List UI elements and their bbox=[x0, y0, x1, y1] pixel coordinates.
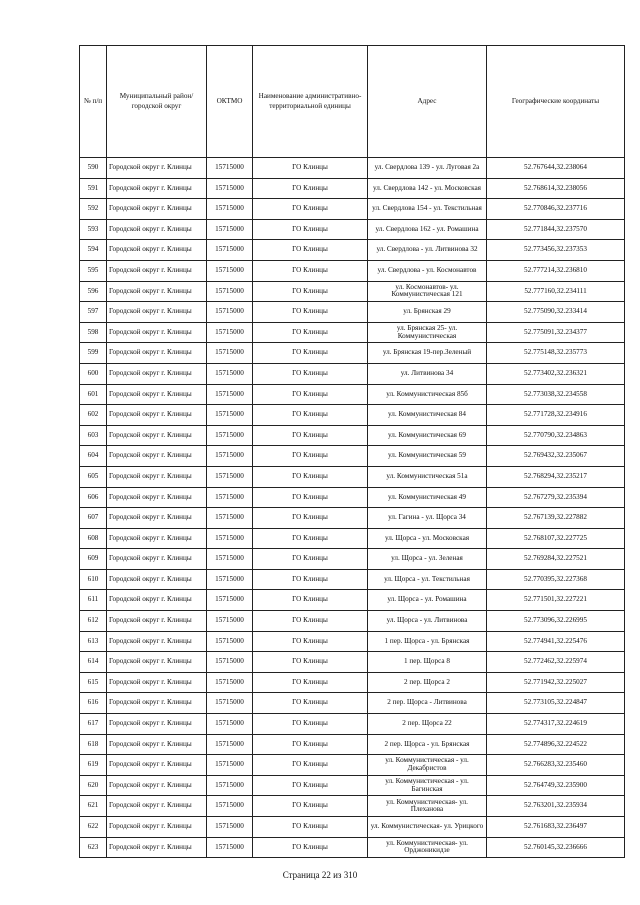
municipality-cell: Городской округ г. Клинцы bbox=[107, 281, 207, 302]
row-number: 619 bbox=[80, 755, 107, 776]
address-cell: ул. Коммунистическая - ул. Багинская bbox=[368, 775, 487, 796]
municipality-cell: Городской округ г. Клинцы bbox=[107, 178, 207, 199]
row-number: 622 bbox=[80, 817, 107, 838]
admin-unit-cell: ГО Клинцы bbox=[253, 569, 368, 590]
row-number: 590 bbox=[80, 158, 107, 179]
address-cell: ул. Коммунистическая- ул. Урицкого bbox=[368, 817, 487, 838]
table-row bbox=[80, 652, 625, 673]
row-number: 613 bbox=[80, 631, 107, 652]
address-cell: ул. Коммунистическая 51а bbox=[368, 466, 487, 487]
municipality-cell: Городской округ г. Клинцы bbox=[107, 487, 207, 508]
coordinates-cell: 52.773038,32.234558 bbox=[487, 384, 625, 405]
row-number: 615 bbox=[80, 672, 107, 693]
oktmo-cell: 15715000 bbox=[207, 837, 253, 858]
row-number: 596 bbox=[80, 281, 107, 302]
municipality-cell: Городской округ г. Клинцы bbox=[107, 240, 207, 261]
oktmo-cell: 15715000 bbox=[207, 755, 253, 776]
municipality-cell: Городской округ г. Клинцы bbox=[107, 837, 207, 858]
coordinates-cell: 52.768614,32.238056 bbox=[487, 178, 625, 199]
oktmo-cell: 15715000 bbox=[207, 549, 253, 570]
row-number: 602 bbox=[80, 405, 107, 426]
municipality-cell: Городской округ г. Клинцы bbox=[107, 466, 207, 487]
table-row bbox=[80, 158, 625, 179]
row-number: 620 bbox=[80, 775, 107, 796]
admin-unit-cell: ГО Клинцы bbox=[253, 158, 368, 179]
admin-unit-cell: ГО Клинцы bbox=[253, 302, 368, 323]
address-cell: ул. Свердлова - ул. Космонавтов bbox=[368, 260, 487, 281]
coordinates-cell: 52.767139,32.227882 bbox=[487, 508, 625, 529]
admin-unit-cell: ГО Клинцы bbox=[253, 466, 368, 487]
admin-unit-cell: ГО Клинцы bbox=[253, 487, 368, 508]
address-cell: ул. Свердлова 142 - ул. Московская bbox=[368, 178, 487, 199]
coordinates-cell: 52.768107,32.227725 bbox=[487, 528, 625, 549]
admin-unit-cell: ГО Клинцы bbox=[253, 508, 368, 529]
table-row bbox=[80, 240, 625, 261]
header-num: № п/п bbox=[80, 46, 107, 158]
row-number: 609 bbox=[80, 549, 107, 570]
address-cell: ул. Щорса - ул. Ромашина bbox=[368, 590, 487, 611]
row-number: 592 bbox=[80, 199, 107, 220]
oktmo-cell: 15715000 bbox=[207, 363, 253, 384]
row-number: 621 bbox=[80, 796, 107, 817]
municipality-cell: Городской округ г. Клинцы bbox=[107, 590, 207, 611]
row-number: 597 bbox=[80, 302, 107, 323]
table-row bbox=[80, 405, 625, 426]
address-cell: 1 пер. Щорса 8 bbox=[368, 652, 487, 673]
address-cell: 2 пер. Щорса 2 bbox=[368, 672, 487, 693]
coordinates-cell: 52.771844,32.237570 bbox=[487, 219, 625, 240]
oktmo-cell: 15715000 bbox=[207, 734, 253, 755]
coordinates-cell: 52.773456,32.237353 bbox=[487, 240, 625, 261]
oktmo-cell: 15715000 bbox=[207, 281, 253, 302]
row-number: 601 bbox=[80, 384, 107, 405]
oktmo-cell: 15715000 bbox=[207, 343, 253, 364]
coordinates-cell: 52.771728,32.234916 bbox=[487, 405, 625, 426]
row-number: 598 bbox=[80, 322, 107, 343]
coordinates-table bbox=[79, 45, 625, 858]
table-row bbox=[80, 755, 625, 776]
table-row bbox=[80, 672, 625, 693]
municipality-cell: Городской округ г. Клинцы bbox=[107, 611, 207, 632]
admin-unit-cell: ГО Клинцы bbox=[253, 549, 368, 570]
admin-unit-cell: ГО Клинцы bbox=[253, 611, 368, 632]
header-oktmo: ОКТМО bbox=[207, 46, 253, 158]
coordinates-cell: 52.769432,32.235067 bbox=[487, 446, 625, 467]
row-number: 605 bbox=[80, 466, 107, 487]
address-cell: ул. Коммунистическая 84 bbox=[368, 405, 487, 426]
oktmo-cell: 15715000 bbox=[207, 796, 253, 817]
address-cell: ул. Щорса - ул. Литвинова bbox=[368, 611, 487, 632]
coordinates-cell: 52.775090,32.233414 bbox=[487, 302, 625, 323]
coordinates-cell: 52.771942,32.225027 bbox=[487, 672, 625, 693]
coordinates-cell: 52.768294,32.235217 bbox=[487, 466, 625, 487]
admin-unit-cell: ГО Клинцы bbox=[253, 384, 368, 405]
table-row bbox=[80, 281, 625, 302]
oktmo-cell: 15715000 bbox=[207, 158, 253, 179]
address-cell: ул. Свердлова 154 - ул. Текстильная bbox=[368, 199, 487, 220]
table-row bbox=[80, 425, 625, 446]
municipality-cell: Городской округ г. Клинцы bbox=[107, 796, 207, 817]
admin-unit-cell: ГО Клинцы bbox=[253, 281, 368, 302]
row-number: 617 bbox=[80, 714, 107, 735]
municipality-cell: Городской округ г. Клинцы bbox=[107, 508, 207, 529]
table-row bbox=[80, 528, 625, 549]
row-number: 612 bbox=[80, 611, 107, 632]
coordinates-cell: 52.777160,32.234111 bbox=[487, 281, 625, 302]
coordinates-cell: 52.764749,32.235900 bbox=[487, 775, 625, 796]
row-number: 618 bbox=[80, 734, 107, 755]
municipality-cell: Городской округ г. Клинцы bbox=[107, 260, 207, 281]
row-number: 616 bbox=[80, 693, 107, 714]
coordinates-cell: 52.774896,32.224522 bbox=[487, 734, 625, 755]
address-cell: ул. Гагина - ул. Щорса 34 bbox=[368, 508, 487, 529]
municipality-cell: Городской округ г. Клинцы bbox=[107, 405, 207, 426]
oktmo-cell: 15715000 bbox=[207, 425, 253, 446]
admin-unit-cell: ГО Клинцы bbox=[253, 322, 368, 343]
table-row bbox=[80, 590, 625, 611]
admin-unit-cell: ГО Клинцы bbox=[253, 178, 368, 199]
coordinates-cell: 52.770790,32.234863 bbox=[487, 425, 625, 446]
table-row bbox=[80, 611, 625, 632]
table-row bbox=[80, 796, 625, 817]
municipality-cell: Городской округ г. Клинцы bbox=[107, 817, 207, 838]
municipality-cell: Городской округ г. Клинцы bbox=[107, 693, 207, 714]
oktmo-cell: 15715000 bbox=[207, 405, 253, 426]
row-number: 604 bbox=[80, 446, 107, 467]
admin-unit-cell: ГО Клинцы bbox=[253, 405, 368, 426]
row-number: 593 bbox=[80, 219, 107, 240]
municipality-cell: Городской округ г. Клинцы bbox=[107, 734, 207, 755]
coordinates-cell: 52.770846,32.237716 bbox=[487, 199, 625, 220]
address-cell: 2 пер. Щорса - Литвинова bbox=[368, 693, 487, 714]
oktmo-cell: 15715000 bbox=[207, 652, 253, 673]
row-number: 606 bbox=[80, 487, 107, 508]
oktmo-cell: 15715000 bbox=[207, 611, 253, 632]
address-cell: 1 пер. Щорса - ул. Брянская bbox=[368, 631, 487, 652]
table-row bbox=[80, 466, 625, 487]
row-number: 614 bbox=[80, 652, 107, 673]
table-row bbox=[80, 487, 625, 508]
table-row bbox=[80, 569, 625, 590]
coordinates-cell: 52.769284,32.227521 bbox=[487, 549, 625, 570]
municipality-cell: Городской округ г. Клинцы bbox=[107, 549, 207, 570]
table-row bbox=[80, 693, 625, 714]
address-cell: ул. Коммунистическая 69 bbox=[368, 425, 487, 446]
row-number: 623 bbox=[80, 837, 107, 858]
admin-unit-cell: ГО Клинцы bbox=[253, 219, 368, 240]
row-number: 608 bbox=[80, 528, 107, 549]
row-number: 610 bbox=[80, 569, 107, 590]
oktmo-cell: 15715000 bbox=[207, 714, 253, 735]
table-row bbox=[80, 343, 625, 364]
address-cell: ул. Щорса - ул. Текстильная bbox=[368, 569, 487, 590]
table-row bbox=[80, 199, 625, 220]
municipality-cell: Городской округ г. Клинцы bbox=[107, 322, 207, 343]
coordinates-cell: 52.775091,32.234377 bbox=[487, 322, 625, 343]
coordinates-cell: 52.766283,32.235460 bbox=[487, 755, 625, 776]
header-municipality: Муниципальный район/городской округ bbox=[107, 46, 207, 158]
address-cell: ул. Свердлова 139 - ул. Луговая 2а bbox=[368, 158, 487, 179]
row-number: 594 bbox=[80, 240, 107, 261]
oktmo-cell: 15715000 bbox=[207, 817, 253, 838]
address-cell: ул. Космонавтов- ул. Коммунистическая 121 bbox=[368, 281, 487, 302]
row-number: 611 bbox=[80, 590, 107, 611]
coordinates-cell: 52.763201,32.235934 bbox=[487, 796, 625, 817]
admin-unit-cell: ГО Клинцы bbox=[253, 528, 368, 549]
oktmo-cell: 15715000 bbox=[207, 219, 253, 240]
oktmo-cell: 15715000 bbox=[207, 260, 253, 281]
admin-unit-cell: ГО Клинцы bbox=[253, 693, 368, 714]
table-row bbox=[80, 446, 625, 467]
admin-unit-cell: ГО Клинцы bbox=[253, 837, 368, 858]
municipality-cell: Городской округ г. Клинцы bbox=[107, 672, 207, 693]
admin-unit-cell: ГО Клинцы bbox=[253, 775, 368, 796]
address-cell: ул. Коммунистическая- ул. Плеханова bbox=[368, 796, 487, 817]
oktmo-cell: 15715000 bbox=[207, 322, 253, 343]
municipality-cell: Городской округ г. Клинцы bbox=[107, 528, 207, 549]
table-row bbox=[80, 322, 625, 343]
coordinates-cell: 52.770395,32.227368 bbox=[487, 569, 625, 590]
admin-unit-cell: ГО Клинцы bbox=[253, 343, 368, 364]
municipality-cell: Городской округ г. Клинцы bbox=[107, 219, 207, 240]
address-cell: ул. Щорса - ул. Зеленая bbox=[368, 549, 487, 570]
municipality-cell: Городской округ г. Клинцы bbox=[107, 652, 207, 673]
table-row bbox=[80, 178, 625, 199]
header-admin-unit: Наименование административно-территориальной единицы bbox=[253, 46, 368, 158]
coordinates-cell: 52.772462,32.225974 bbox=[487, 652, 625, 673]
municipality-cell: Городской округ г. Клинцы bbox=[107, 755, 207, 776]
coordinates-cell: 52.767279,32.235394 bbox=[487, 487, 625, 508]
table-row bbox=[80, 363, 625, 384]
address-cell: 2 пер. Щорса - ул. Брянская bbox=[368, 734, 487, 755]
table-row bbox=[80, 714, 625, 735]
table-row bbox=[80, 817, 625, 838]
table-row bbox=[80, 219, 625, 240]
table-row bbox=[80, 302, 625, 323]
oktmo-cell: 15715000 bbox=[207, 178, 253, 199]
admin-unit-cell: ГО Клинцы bbox=[253, 796, 368, 817]
oktmo-cell: 15715000 bbox=[207, 775, 253, 796]
municipality-cell: Городской округ г. Клинцы bbox=[107, 775, 207, 796]
row-number: 603 bbox=[80, 425, 107, 446]
admin-unit-cell: ГО Клинцы bbox=[253, 363, 368, 384]
oktmo-cell: 15715000 bbox=[207, 508, 253, 529]
row-number: 600 bbox=[80, 363, 107, 384]
coordinates-cell: 52.773096,32.226995 bbox=[487, 611, 625, 632]
address-cell: ул. Коммунистическая- ул. Орджоникидзе bbox=[368, 837, 487, 858]
municipality-cell: Городской округ г. Клинцы bbox=[107, 425, 207, 446]
address-cell: 2 пер. Щорса 22 bbox=[368, 714, 487, 735]
table-row bbox=[80, 837, 625, 858]
municipality-cell: Городской округ г. Клинцы bbox=[107, 343, 207, 364]
admin-unit-cell: ГО Клинцы bbox=[253, 260, 368, 281]
table-row bbox=[80, 508, 625, 529]
municipality-cell: Городской округ г. Клинцы bbox=[107, 302, 207, 323]
address-cell: ул. Литвинова 34 bbox=[368, 363, 487, 384]
municipality-cell: Городской округ г. Клинцы bbox=[107, 714, 207, 735]
admin-unit-cell: ГО Клинцы bbox=[253, 714, 368, 735]
oktmo-cell: 15715000 bbox=[207, 446, 253, 467]
address-cell: ул. Коммунистическая - ул. Декабристов bbox=[368, 755, 487, 776]
coordinates-cell: 52.774941,32.225476 bbox=[487, 631, 625, 652]
address-cell: ул. Коммунистическая 85б bbox=[368, 384, 487, 405]
oktmo-cell: 15715000 bbox=[207, 528, 253, 549]
table-row bbox=[80, 260, 625, 281]
admin-unit-cell: ГО Клинцы bbox=[253, 672, 368, 693]
municipality-cell: Городской округ г. Клинцы bbox=[107, 158, 207, 179]
admin-unit-cell: ГО Клинцы bbox=[253, 817, 368, 838]
table-row bbox=[80, 734, 625, 755]
address-cell: ул. Коммунистическая 59 bbox=[368, 446, 487, 467]
address-cell: ул. Брянская 19-пер.Зеленый bbox=[368, 343, 487, 364]
admin-unit-cell: ГО Клинцы bbox=[253, 240, 368, 261]
header-coordinates: Географические координаты bbox=[487, 46, 625, 158]
address-cell: ул. Брянская 29 bbox=[368, 302, 487, 323]
municipality-cell: Городской округ г. Клинцы bbox=[107, 384, 207, 405]
municipality-cell: Городской округ г. Клинцы bbox=[107, 631, 207, 652]
row-number: 599 bbox=[80, 343, 107, 364]
oktmo-cell: 15715000 bbox=[207, 240, 253, 261]
coordinates-cell: 52.774317,32.224619 bbox=[487, 714, 625, 735]
coordinates-cell: 52.773402,32.236321 bbox=[487, 363, 625, 384]
row-number: 607 bbox=[80, 508, 107, 529]
admin-unit-cell: ГО Клинцы bbox=[253, 446, 368, 467]
table-row bbox=[80, 549, 625, 570]
coordinates-cell: 52.760145,32.236666 bbox=[487, 837, 625, 858]
municipality-cell: Городской округ г. Клинцы bbox=[107, 199, 207, 220]
header-address: Адрес bbox=[368, 46, 487, 158]
municipality-cell: Городской округ г. Клинцы bbox=[107, 569, 207, 590]
municipality-cell: Городской округ г. Клинцы bbox=[107, 446, 207, 467]
admin-unit-cell: ГО Клинцы bbox=[253, 652, 368, 673]
row-number: 595 bbox=[80, 260, 107, 281]
oktmo-cell: 15715000 bbox=[207, 672, 253, 693]
table-row bbox=[80, 631, 625, 652]
oktmo-cell: 15715000 bbox=[207, 590, 253, 611]
table-body bbox=[80, 158, 625, 858]
address-cell: ул. Свердлова - ул. Литвинова 32 bbox=[368, 240, 487, 261]
page-number: Страница 22 из 310 bbox=[282, 870, 358, 880]
coordinates-cell: 52.761683,32.236497 bbox=[487, 817, 625, 838]
oktmo-cell: 15715000 bbox=[207, 302, 253, 323]
coordinates-cell: 52.771501,32.227221 bbox=[487, 590, 625, 611]
coordinates-cell: 52.773105,32.224847 bbox=[487, 693, 625, 714]
admin-unit-cell: ГО Клинцы bbox=[253, 755, 368, 776]
address-cell: ул. Коммунистическая 49 bbox=[368, 487, 487, 508]
coordinates-cell: 52.767644,32.238064 bbox=[487, 158, 625, 179]
address-cell: ул. Брянская 25- ул. Коммунистическая bbox=[368, 322, 487, 343]
oktmo-cell: 15715000 bbox=[207, 569, 253, 590]
coordinates-cell: 52.775148,32.235773 bbox=[487, 343, 625, 364]
oktmo-cell: 15715000 bbox=[207, 466, 253, 487]
oktmo-cell: 15715000 bbox=[207, 487, 253, 508]
admin-unit-cell: ГО Клинцы bbox=[253, 590, 368, 611]
oktmo-cell: 15715000 bbox=[207, 631, 253, 652]
admin-unit-cell: ГО Клинцы bbox=[253, 734, 368, 755]
municipality-cell: Городской округ г. Клинцы bbox=[107, 363, 207, 384]
oktmo-cell: 15715000 bbox=[207, 693, 253, 714]
address-cell: ул. Щорса - ул. Московская bbox=[368, 528, 487, 549]
admin-unit-cell: ГО Клинцы bbox=[253, 199, 368, 220]
coordinates-cell: 52.777214,32.236810 bbox=[487, 260, 625, 281]
table-row bbox=[80, 775, 625, 796]
oktmo-cell: 15715000 bbox=[207, 199, 253, 220]
address-cell: ул. Свердлова 162 - ул. Ромашина bbox=[368, 219, 487, 240]
admin-unit-cell: ГО Клинцы bbox=[253, 425, 368, 446]
oktmo-cell: 15715000 bbox=[207, 384, 253, 405]
table-row bbox=[80, 384, 625, 405]
row-number: 591 bbox=[80, 178, 107, 199]
table-header-row bbox=[80, 46, 625, 158]
admin-unit-cell: ГО Клинцы bbox=[253, 631, 368, 652]
